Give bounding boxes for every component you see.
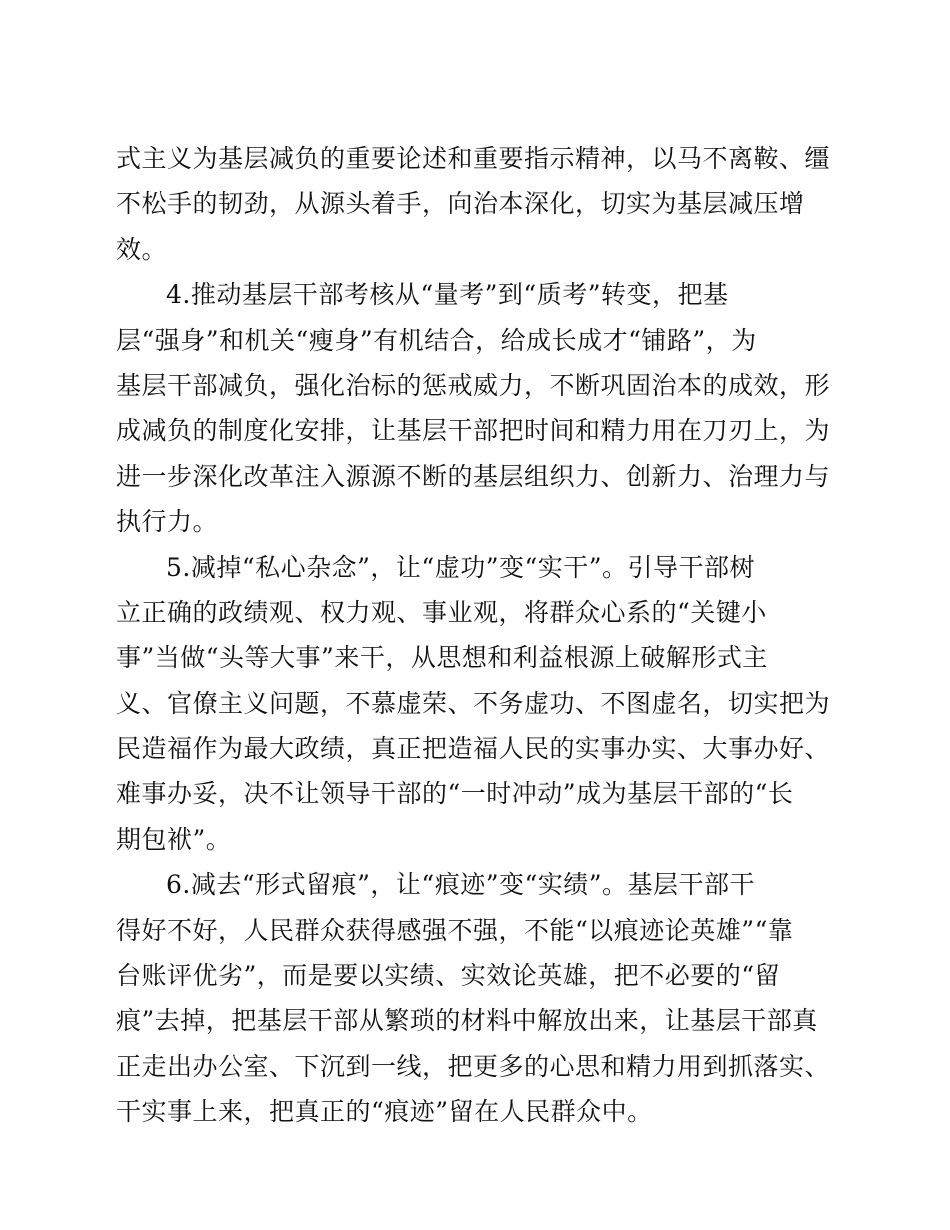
text-line: 4.推动基层干部考核从“量考”到“质考”转变，把基	[166, 280, 729, 310]
text-line: 不松手的韧劲，从源头着手，向治本深化，切实为基层减压增	[116, 189, 805, 219]
document-body	[116, 136, 831, 1135]
text-line: 5.减掉“私心杂念”，让“虚功”变“实干”。引导干部树	[166, 552, 756, 582]
paragraph-continued	[116, 136, 831, 272]
text-line: 义、官僚主义问题，不慕虚荣、不务虚功、不图虚名，切实把为	[116, 688, 831, 718]
text-line: 立正确的政绩观、权力观、事业观，将群众心系的“关键小	[116, 597, 767, 627]
text-line: 进一步深化改革注入源源不断的基层组织力、创新力、治理力与	[116, 461, 831, 491]
text-line: 成减负的制度化安排，让基层干部把时间和精力用在刀刃上，为	[116, 416, 831, 446]
text-line: 效。	[116, 234, 168, 264]
paragraph-item-5	[116, 545, 831, 863]
text-line: 痕”去掉，把基层干部从繁琐的材料中解放出来，让基层干部真	[116, 1006, 818, 1036]
paragraph-item-4	[116, 272, 831, 544]
text-line: 正走出办公室、下沉到一线，把更多的心思和精力用到抓落实、	[116, 1051, 831, 1081]
text-line: 期包袱”。	[116, 824, 232, 854]
text-line: 层“强身”和机关“瘦身”有机结合，给成长成才“铺路”，为	[116, 325, 757, 355]
text-line: 干实事上来，把真正的“痕迹”留在人民群众中。	[116, 1097, 653, 1127]
text-line: 民造福作为最大政绩，真正把造福人民的实事办实、大事办好、	[116, 734, 831, 764]
text-line: 执行力。	[116, 507, 219, 537]
text-line: 台账评优劣”，而是要以实绩、实效论英雄，把不必要的“留	[116, 961, 781, 991]
text-line: 式主义为基层减负的重要论述和重要指示精神，以马不离鞍、缰	[116, 144, 831, 173]
text-line: 基层干部减负，强化治标的惩戒威力，不断巩固治本的成效，形	[116, 370, 831, 400]
text-line: 事”当做“头等大事”来干，从思想和利益根源上破解形式主	[116, 643, 768, 673]
paragraph-item-6	[116, 862, 831, 1134]
text-line: 难事办妥，决不让领导干部的“一时冲动”成为基层干部的“长	[116, 779, 794, 809]
text-line: 得好不好，人民群众获得感强不强，不能“以痕迹论英雄”“靠	[116, 915, 794, 945]
text-line: 6.减去“形式留痕”，让“痕迹”变“实绩”。基层干部干	[166, 870, 756, 900]
